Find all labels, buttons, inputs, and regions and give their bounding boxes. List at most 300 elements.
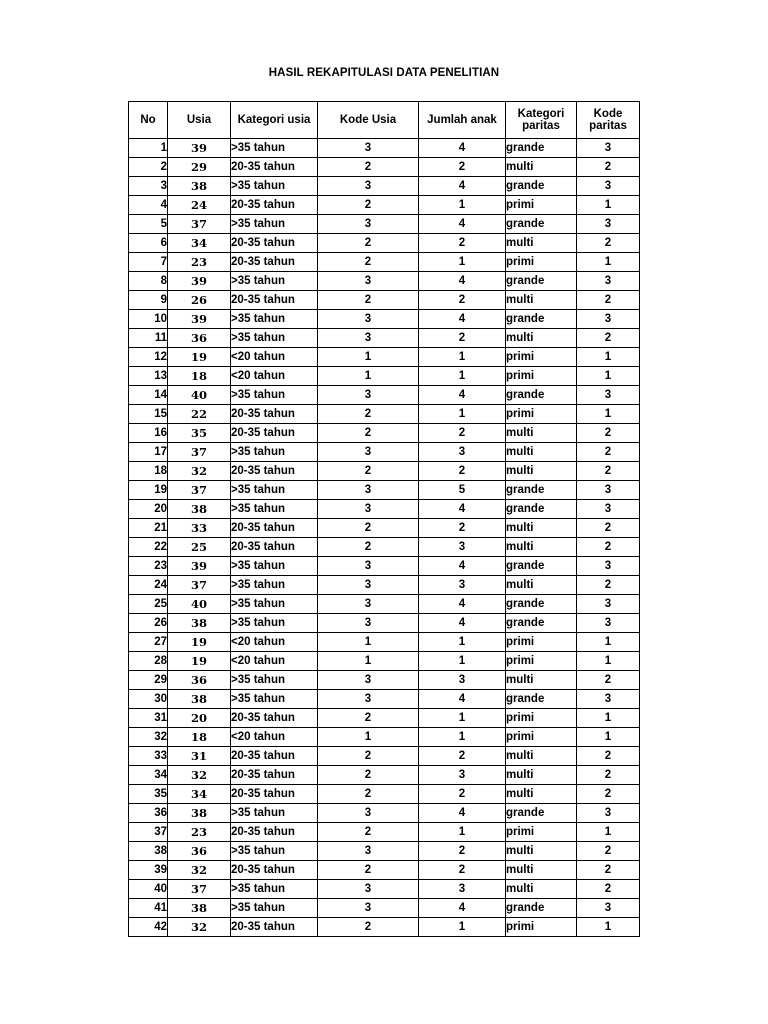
cell-usia: 38	[168, 690, 231, 709]
table-row	[129, 842, 640, 861]
cell-kode-usia: 3	[318, 576, 419, 595]
cell-kode-paritas: 2	[577, 671, 640, 690]
cell-jumlah-anak: 1	[419, 728, 506, 747]
cell-no: 16	[129, 424, 168, 443]
cell-kategori-usia: 20-35 tahun	[231, 747, 318, 766]
cell-usia: 37	[168, 481, 231, 500]
cell-kode-paritas: 1	[577, 348, 640, 367]
cell-kategori-usia: >35 tahun	[231, 481, 318, 500]
cell-kode-usia: 2	[318, 823, 419, 842]
cell-no: 4	[129, 196, 168, 215]
cell-usia: 36	[168, 329, 231, 348]
table-row	[129, 747, 640, 766]
cell-jumlah-anak: 2	[419, 842, 506, 861]
cell-no: 30	[129, 690, 168, 709]
cell-kode-paritas: 1	[577, 652, 640, 671]
cell-no: 21	[129, 519, 168, 538]
cell-jumlah-anak: 4	[419, 272, 506, 291]
cell-kode-paritas: 3	[577, 804, 640, 823]
cell-kode-usia: 3	[318, 671, 419, 690]
cell-kode-usia: 2	[318, 253, 419, 272]
cell-no: 3	[129, 177, 168, 196]
cell-usia: 26	[168, 291, 231, 310]
cell-kode-usia: 2	[318, 918, 419, 937]
cell-kategori-usia: >35 tahun	[231, 386, 318, 405]
table-row	[129, 766, 640, 785]
cell-kategori-paritas: primi	[506, 823, 577, 842]
cell-kode-paritas: 2	[577, 785, 640, 804]
cell-kode-paritas: 3	[577, 215, 640, 234]
cell-kategori-paritas: primi	[506, 918, 577, 937]
cell-kode-paritas: 2	[577, 842, 640, 861]
cell-kategori-usia: >35 tahun	[231, 177, 318, 196]
cell-jumlah-anak: 3	[419, 538, 506, 557]
table-row	[129, 405, 640, 424]
cell-kode-paritas: 2	[577, 766, 640, 785]
cell-kode-usia: 2	[318, 158, 419, 177]
cell-jumlah-anak: 3	[419, 766, 506, 785]
cell-no: 27	[129, 633, 168, 652]
cell-kode-paritas: 3	[577, 177, 640, 196]
cell-kode-paritas: 1	[577, 405, 640, 424]
cell-kategori-paritas: grande	[506, 595, 577, 614]
column-header-kode-usia: Kode Usia	[318, 102, 419, 139]
cell-jumlah-anak: 4	[419, 690, 506, 709]
cell-kode-paritas: 1	[577, 633, 640, 652]
cell-kategori-usia: 20-35 tahun	[231, 196, 318, 215]
cell-usia: 24	[168, 196, 231, 215]
cell-kategori-paritas: grande	[506, 177, 577, 196]
cell-usia: 36	[168, 671, 231, 690]
cell-kode-paritas: 3	[577, 139, 640, 158]
cell-kode-paritas: 3	[577, 386, 640, 405]
cell-kode-usia: 2	[318, 291, 419, 310]
cell-usia: 19	[168, 633, 231, 652]
cell-kode-usia: 2	[318, 196, 419, 215]
cell-no: 8	[129, 272, 168, 291]
cell-kategori-paritas: multi	[506, 766, 577, 785]
cell-kode-paritas: 2	[577, 880, 640, 899]
cell-no: 36	[129, 804, 168, 823]
cell-kategori-paritas: grande	[506, 899, 577, 918]
cell-usia: 25	[168, 538, 231, 557]
cell-jumlah-anak: 2	[419, 785, 506, 804]
table-row	[129, 614, 640, 633]
table-row	[129, 538, 640, 557]
cell-kategori-usia: 20-35 tahun	[231, 158, 318, 177]
cell-kategori-usia: >35 tahun	[231, 329, 318, 348]
cell-no: 38	[129, 842, 168, 861]
cell-kategori-paritas: multi	[506, 538, 577, 557]
cell-kode-paritas: 2	[577, 747, 640, 766]
cell-kategori-usia: 20-35 tahun	[231, 424, 318, 443]
cell-kode-usia: 2	[318, 462, 419, 481]
cell-no: 26	[129, 614, 168, 633]
cell-jumlah-anak: 1	[419, 253, 506, 272]
cell-kode-usia: 1	[318, 728, 419, 747]
cell-kode-usia: 2	[318, 234, 419, 253]
cell-kategori-paritas: multi	[506, 291, 577, 310]
cell-usia: 34	[168, 234, 231, 253]
cell-kode-paritas: 2	[577, 291, 640, 310]
cell-kode-paritas: 1	[577, 823, 640, 842]
cell-usia: 32	[168, 918, 231, 937]
table-row	[129, 196, 640, 215]
cell-kode-paritas: 3	[577, 310, 640, 329]
cell-jumlah-anak: 4	[419, 310, 506, 329]
cell-kategori-paritas: grande	[506, 614, 577, 633]
cell-kode-paritas: 1	[577, 253, 640, 272]
cell-kode-paritas: 2	[577, 424, 640, 443]
cell-usia: 39	[168, 139, 231, 158]
cell-kategori-usia: 20-35 tahun	[231, 519, 318, 538]
cell-usia: 29	[168, 158, 231, 177]
cell-kategori-paritas: multi	[506, 747, 577, 766]
cell-kategori-usia: 20-35 tahun	[231, 785, 318, 804]
cell-no: 32	[129, 728, 168, 747]
cell-usia: 38	[168, 899, 231, 918]
cell-jumlah-anak: 1	[419, 918, 506, 937]
cell-jumlah-anak: 3	[419, 576, 506, 595]
cell-jumlah-anak: 2	[419, 861, 506, 880]
cell-no: 31	[129, 709, 168, 728]
cell-usia: 37	[168, 880, 231, 899]
cell-kategori-paritas: multi	[506, 158, 577, 177]
table-row	[129, 329, 640, 348]
cell-kategori-usia: <20 tahun	[231, 728, 318, 747]
cell-kode-paritas: 3	[577, 614, 640, 633]
cell-jumlah-anak: 4	[419, 500, 506, 519]
table-row	[129, 861, 640, 880]
cell-usia: 35	[168, 424, 231, 443]
cell-kategori-paritas: grande	[506, 386, 577, 405]
cell-kategori-usia: <20 tahun	[231, 348, 318, 367]
cell-kategori-paritas: primi	[506, 405, 577, 424]
cell-jumlah-anak: 4	[419, 804, 506, 823]
cell-kategori-paritas: multi	[506, 861, 577, 880]
cell-usia: 38	[168, 614, 231, 633]
cell-no: 28	[129, 652, 168, 671]
cell-kategori-usia: >35 tahun	[231, 139, 318, 158]
cell-kode-usia: 2	[318, 766, 419, 785]
table-row	[129, 253, 640, 272]
cell-jumlah-anak: 1	[419, 196, 506, 215]
table-row	[129, 348, 640, 367]
cell-kategori-paritas: primi	[506, 709, 577, 728]
cell-kode-paritas: 1	[577, 728, 640, 747]
cell-kategori-paritas: multi	[506, 519, 577, 538]
cell-kategori-paritas: multi	[506, 785, 577, 804]
cell-kategori-usia: >35 tahun	[231, 576, 318, 595]
cell-kode-usia: 1	[318, 367, 419, 386]
cell-kode-usia: 3	[318, 595, 419, 614]
cell-kategori-usia: <20 tahun	[231, 633, 318, 652]
cell-kode-paritas: 2	[577, 462, 640, 481]
table-header-row	[129, 102, 640, 139]
cell-kategori-paritas: primi	[506, 196, 577, 215]
cell-no: 7	[129, 253, 168, 272]
column-header-kategori-paritas: Kategori paritas	[506, 102, 577, 139]
cell-jumlah-anak: 4	[419, 899, 506, 918]
cell-no: 11	[129, 329, 168, 348]
cell-kode-usia: 3	[318, 842, 419, 861]
cell-kategori-paritas: primi	[506, 633, 577, 652]
cell-kategori-usia: 20-35 tahun	[231, 861, 318, 880]
column-header-kategori-usia: Kategori usia	[231, 102, 318, 139]
cell-jumlah-anak: 2	[419, 158, 506, 177]
cell-no: 10	[129, 310, 168, 329]
cell-kategori-usia: 20-35 tahun	[231, 766, 318, 785]
cell-jumlah-anak: 4	[419, 386, 506, 405]
table-row	[129, 671, 640, 690]
cell-kode-paritas: 3	[577, 481, 640, 500]
table-row	[129, 500, 640, 519]
cell-jumlah-anak: 3	[419, 671, 506, 690]
cell-kategori-paritas: multi	[506, 671, 577, 690]
cell-jumlah-anak: 5	[419, 481, 506, 500]
cell-usia: 38	[168, 500, 231, 519]
cell-kode-paritas: 1	[577, 918, 640, 937]
table-row	[129, 139, 640, 158]
cell-kode-usia: 3	[318, 443, 419, 462]
cell-kode-usia: 3	[318, 386, 419, 405]
cell-kategori-paritas: multi	[506, 842, 577, 861]
cell-no: 2	[129, 158, 168, 177]
table-row	[129, 652, 640, 671]
cell-usia: 40	[168, 386, 231, 405]
cell-usia: 39	[168, 272, 231, 291]
cell-no: 34	[129, 766, 168, 785]
cell-jumlah-anak: 2	[419, 329, 506, 348]
cell-kategori-usia: >35 tahun	[231, 842, 318, 861]
cell-jumlah-anak: 2	[419, 747, 506, 766]
cell-kategori-usia: 20-35 tahun	[231, 234, 318, 253]
cell-kategori-usia: 20-35 tahun	[231, 823, 318, 842]
cell-kategori-usia: 20-35 tahun	[231, 405, 318, 424]
cell-jumlah-anak: 1	[419, 709, 506, 728]
table-row	[129, 215, 640, 234]
table-row	[129, 576, 640, 595]
table-row	[129, 823, 640, 842]
cell-no: 39	[129, 861, 168, 880]
table-row	[129, 804, 640, 823]
cell-kategori-usia: >35 tahun	[231, 595, 318, 614]
table-row	[129, 272, 640, 291]
cell-no: 12	[129, 348, 168, 367]
cell-kode-usia: 3	[318, 880, 419, 899]
cell-kode-usia: 1	[318, 348, 419, 367]
table-body	[129, 139, 640, 937]
cell-jumlah-anak: 3	[419, 880, 506, 899]
cell-jumlah-anak: 2	[419, 424, 506, 443]
cell-kode-paritas: 3	[577, 500, 640, 519]
cell-no: 9	[129, 291, 168, 310]
column-header-jumlah-anak: Jumlah anak	[419, 102, 506, 139]
column-header-usia: Usia	[168, 102, 231, 139]
cell-kode-paritas: 3	[577, 272, 640, 291]
table-row	[129, 234, 640, 253]
table-row	[129, 443, 640, 462]
cell-usia: 33	[168, 519, 231, 538]
cell-kode-usia: 2	[318, 538, 419, 557]
cell-usia: 18	[168, 367, 231, 386]
cell-kode-usia: 2	[318, 861, 419, 880]
cell-kode-paritas: 2	[577, 538, 640, 557]
cell-kode-usia: 2	[318, 785, 419, 804]
table-row	[129, 785, 640, 804]
cell-usia: 19	[168, 652, 231, 671]
cell-jumlah-anak: 4	[419, 557, 506, 576]
cell-kategori-usia: >35 tahun	[231, 671, 318, 690]
table-row	[129, 690, 640, 709]
cell-kode-usia: 3	[318, 481, 419, 500]
cell-kategori-usia: 20-35 tahun	[231, 253, 318, 272]
cell-no: 17	[129, 443, 168, 462]
cell-no: 5	[129, 215, 168, 234]
cell-usia: 32	[168, 861, 231, 880]
cell-jumlah-anak: 1	[419, 405, 506, 424]
cell-no: 13	[129, 367, 168, 386]
cell-kode-paritas: 3	[577, 899, 640, 918]
cell-usia: 32	[168, 766, 231, 785]
page-title: HASIL REKAPITULASI DATA PENELITIAN	[268, 67, 500, 79]
cell-usia: 18	[168, 728, 231, 747]
cell-no: 20	[129, 500, 168, 519]
cell-kategori-paritas: grande	[506, 804, 577, 823]
cell-kode-paritas: 2	[577, 234, 640, 253]
cell-kategori-paritas: grande	[506, 272, 577, 291]
table-row	[129, 918, 640, 937]
cell-kode-usia: 3	[318, 177, 419, 196]
table-row	[129, 462, 640, 481]
cell-kode-usia: 3	[318, 310, 419, 329]
cell-kategori-paritas: grande	[506, 215, 577, 234]
cell-usia: 20	[168, 709, 231, 728]
cell-kategori-usia: >35 tahun	[231, 500, 318, 519]
cell-usia: 38	[168, 804, 231, 823]
cell-jumlah-anak: 2	[419, 462, 506, 481]
table-row	[129, 424, 640, 443]
cell-jumlah-anak: 1	[419, 367, 506, 386]
cell-kode-paritas: 3	[577, 557, 640, 576]
cell-jumlah-anak: 2	[419, 519, 506, 538]
cell-kode-usia: 2	[318, 747, 419, 766]
cell-kategori-paritas: primi	[506, 253, 577, 272]
data-table	[128, 101, 640, 937]
cell-kode-paritas: 1	[577, 196, 640, 215]
cell-usia: 31	[168, 747, 231, 766]
cell-usia: 19	[168, 348, 231, 367]
cell-jumlah-anak: 1	[419, 652, 506, 671]
cell-usia: 39	[168, 310, 231, 329]
cell-no: 33	[129, 747, 168, 766]
cell-kategori-usia: 20-35 tahun	[231, 538, 318, 557]
cell-kategori-paritas: grande	[506, 139, 577, 158]
cell-no: 37	[129, 823, 168, 842]
cell-usia: 37	[168, 443, 231, 462]
table-row	[129, 367, 640, 386]
cell-kategori-paritas: multi	[506, 329, 577, 348]
table-row	[129, 633, 640, 652]
cell-kategori-paritas: primi	[506, 728, 577, 747]
cell-usia: 37	[168, 215, 231, 234]
cell-jumlah-anak: 1	[419, 348, 506, 367]
cell-usia: 36	[168, 842, 231, 861]
cell-no: 15	[129, 405, 168, 424]
table-row	[129, 709, 640, 728]
cell-usia: 23	[168, 253, 231, 272]
cell-kategori-usia: >35 tahun	[231, 557, 318, 576]
cell-kategori-paritas: multi	[506, 576, 577, 595]
table-row	[129, 481, 640, 500]
cell-no: 22	[129, 538, 168, 557]
cell-kategori-usia: >35 tahun	[231, 215, 318, 234]
cell-no: 29	[129, 671, 168, 690]
cell-kategori-usia: 20-35 tahun	[231, 709, 318, 728]
cell-kode-paritas: 2	[577, 861, 640, 880]
cell-kategori-paritas: grande	[506, 310, 577, 329]
table-row	[129, 880, 640, 899]
table-row	[129, 595, 640, 614]
cell-kategori-usia: >35 tahun	[231, 310, 318, 329]
cell-no: 19	[129, 481, 168, 500]
cell-no: 24	[129, 576, 168, 595]
cell-no: 42	[129, 918, 168, 937]
cell-kategori-paritas: multi	[506, 234, 577, 253]
cell-kategori-usia: >35 tahun	[231, 443, 318, 462]
table-row	[129, 177, 640, 196]
cell-jumlah-anak: 4	[419, 595, 506, 614]
cell-kode-paritas: 3	[577, 595, 640, 614]
cell-kategori-usia: <20 tahun	[231, 652, 318, 671]
cell-no: 40	[129, 880, 168, 899]
table-row	[129, 899, 640, 918]
cell-kategori-usia: >35 tahun	[231, 899, 318, 918]
cell-kategori-paritas: multi	[506, 462, 577, 481]
cell-kode-usia: 3	[318, 557, 419, 576]
cell-kode-usia: 3	[318, 215, 419, 234]
cell-jumlah-anak: 2	[419, 291, 506, 310]
cell-kategori-paritas: grande	[506, 481, 577, 500]
cell-kategori-paritas: grande	[506, 690, 577, 709]
cell-kode-paritas: 1	[577, 367, 640, 386]
cell-kategori-usia: >35 tahun	[231, 272, 318, 291]
cell-usia: 23	[168, 823, 231, 842]
column-header-no: No	[129, 102, 168, 139]
cell-kode-usia: 3	[318, 690, 419, 709]
cell-kode-paritas: 2	[577, 576, 640, 595]
cell-usia: 38	[168, 177, 231, 196]
cell-usia: 40	[168, 595, 231, 614]
table-row	[129, 557, 640, 576]
cell-no: 1	[129, 139, 168, 158]
cell-kode-paritas: 2	[577, 443, 640, 462]
cell-kategori-usia: >35 tahun	[231, 614, 318, 633]
cell-kode-paritas: 2	[577, 329, 640, 348]
cell-no: 25	[129, 595, 168, 614]
cell-kode-usia: 2	[318, 405, 419, 424]
cell-no: 18	[129, 462, 168, 481]
cell-jumlah-anak: 4	[419, 215, 506, 234]
cell-kategori-paritas: multi	[506, 443, 577, 462]
cell-kategori-paritas: primi	[506, 348, 577, 367]
cell-kategori-usia: 20-35 tahun	[231, 918, 318, 937]
cell-kode-usia: 3	[318, 329, 419, 348]
cell-no: 35	[129, 785, 168, 804]
cell-kode-usia: 2	[318, 709, 419, 728]
cell-kode-usia: 3	[318, 500, 419, 519]
cell-kategori-paritas: multi	[506, 424, 577, 443]
